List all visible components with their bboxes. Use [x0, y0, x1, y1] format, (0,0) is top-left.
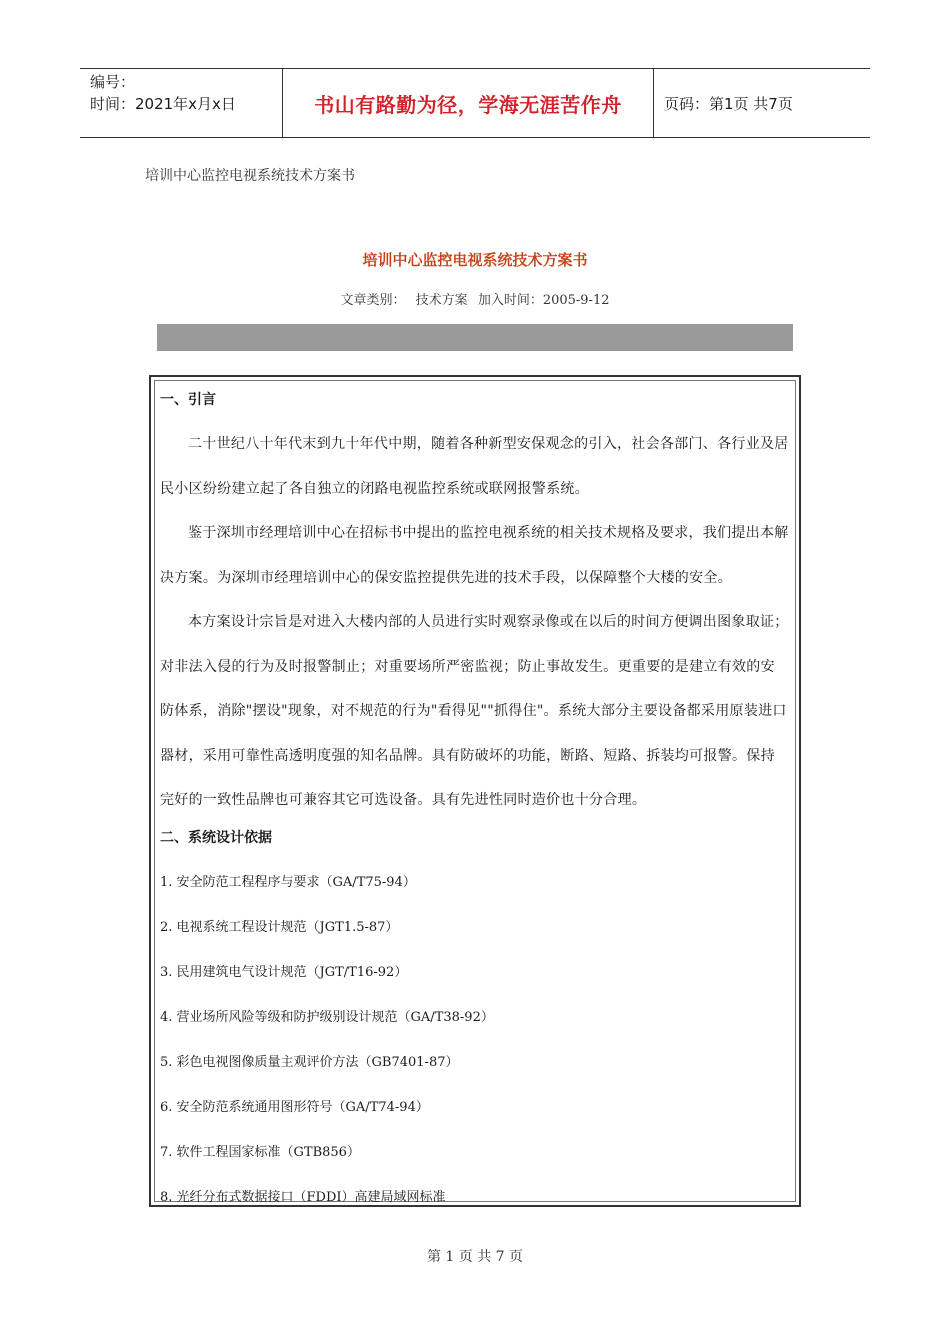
- page-info: 页码：第1页 共7页: [664, 94, 793, 113]
- header-page-cell: [654, 69, 870, 137]
- list-item: 7. 软件工程国家标准（GTB856）: [160, 1144, 360, 1160]
- section-basis-heading: 二、系统设计依据: [160, 829, 272, 846]
- list-item: 1. 安全防范工程程序与要求（GA/T75-94）: [160, 874, 416, 890]
- number-label: 编号：: [90, 73, 136, 91]
- header-left-cell: [80, 69, 282, 137]
- intro-paragraph: 二十世纪八十年代末到九十年代中期，随着各种新型安保观念的引入，社会各部门、各行业及居民小区纷纷建立起了各自独立的闭路电视监控系统或联网报警系统。: [160, 436, 789, 497]
- list-item: 8. 光纤分布式数据接口（FDDI）高建局域网标准: [160, 1189, 446, 1205]
- time-label: 时间：2021年x月x日: [90, 95, 236, 113]
- reference-list: [160, 860, 789, 1220]
- list-item: 5. 彩色电视图像质量主观评价方法（GB7401-87）: [160, 1054, 459, 1070]
- motto-text: 书山有路勤为径，学海无涯苦作舟: [314, 92, 622, 117]
- list-item: 2. 电视系统工程设计规范（JGT1.5-87）: [160, 919, 399, 935]
- header-motto-cell: [282, 69, 654, 137]
- list-item: 3. 民用建筑电气设计规范（JGT/T16-92）: [160, 964, 408, 980]
- header-table: [80, 68, 870, 138]
- article-meta: [0, 289, 950, 308]
- list-item: 4. 营业场所风险等级和防护级别设计规范（GA/T38-92）: [160, 1009, 494, 1025]
- page-footer: 第 1 页 共 7 页: [426, 1249, 524, 1265]
- list-item: 6. 安全防范系统通用图形符号（GA/T74-94）: [160, 1099, 429, 1115]
- page-title: 培训中心监控电视系统技术方案书: [362, 251, 588, 269]
- category-label: 文章类别：: [340, 293, 406, 308]
- separator-bar: [157, 324, 793, 351]
- intro-paragraph: 鉴于深圳市经理培训中心在招标书中提出的监控电视系统的相关技术规格及要求，我们提出本解决方案。为深圳市经理培训中心的保安监控提供先进的技术手段，以保障整个大楼的安全。: [160, 525, 789, 586]
- category-value: 技术方案: [415, 293, 468, 308]
- document-label: 培训中心监控电视系统技术方案书: [145, 168, 355, 184]
- section-intro-heading: 一、引言: [160, 392, 216, 408]
- intro-paragraph: 本方案设计宗旨是对进入大楼内部的人员进行实时观察录像或在以后的时间方便调出图象取证；对非法入侵的行为及时报警制止；对重要场所严密监视；防止事故发生。更重要的是建立有效的安防体系，消除"摆设"现象，对不规范的行为"看得见""抓得住"。系统大部分主要设备都采用原装进口器材，采用可靠性高透明度强的知名品牌。具有防破坏的功能，断路、短路、拆装均可报警。保持完好的一致性品牌也可兼容其它可选设备。具有先进性同时造价也十分合理。: [160, 614, 789, 808]
- content-inner: [154, 380, 796, 1205]
- content-box: [149, 375, 801, 1207]
- added-time: 加入时间：2005-9-12: [477, 293, 610, 308]
